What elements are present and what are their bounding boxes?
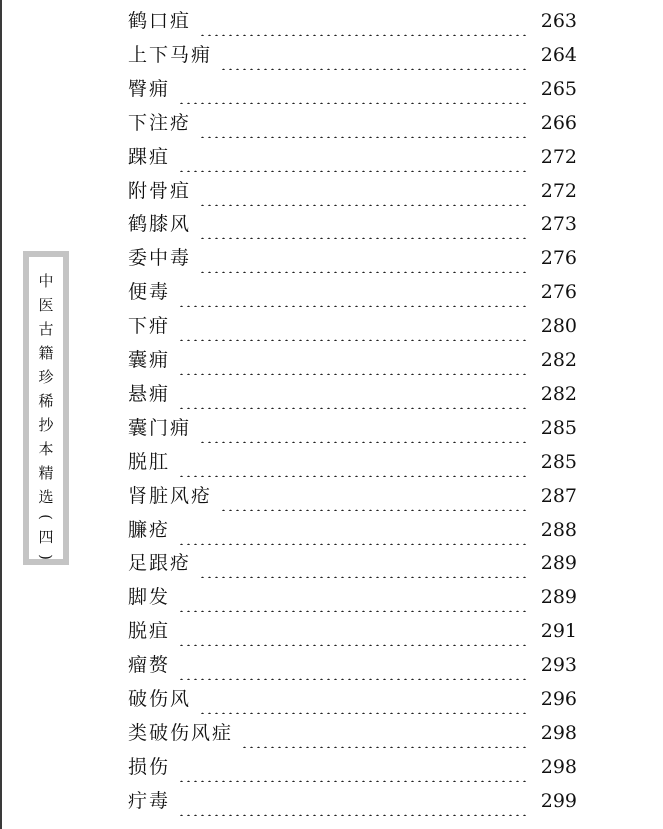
toc-entry [0, 108, 663, 138]
series-char: 医 [38, 296, 54, 314]
toc-entry-page: 282 [540, 349, 577, 371]
toc-dot-leader [178, 650, 530, 680]
toc-entry [0, 447, 663, 477]
toc-entry-page: 266 [540, 111, 577, 134]
toc-entry-title: 足跟疮 [128, 552, 192, 575]
volume-close-paren: ) [37, 554, 55, 560]
toc-entry-page: 282 [540, 382, 577, 405]
toc-dot-leader [178, 379, 530, 409]
toc-entry-title: 囊痈 [128, 349, 171, 371]
toc-dot-leader [199, 548, 530, 578]
toc-dot-leader [199, 243, 530, 273]
toc-entry [0, 413, 663, 443]
toc-dot-leader [199, 684, 530, 714]
toc-entry [0, 684, 663, 714]
toc-entry-title: 疔毒 [128, 789, 171, 812]
toc-entry [0, 548, 663, 578]
toc-entry-page: 263 [540, 10, 577, 32]
toc-entry-page: 285 [540, 416, 577, 439]
toc-entry [0, 209, 663, 239]
toc-entry [0, 6, 663, 36]
series-char: 精 [38, 464, 54, 482]
toc-entry-page: 288 [540, 518, 577, 541]
toc-entry-title: 脱疽 [128, 620, 171, 643]
toc-entry-title: 上下马痈 [128, 43, 213, 66]
series-char: 稀 [38, 392, 54, 410]
series-char: 古 [38, 320, 54, 338]
toc-dot-leader [178, 447, 530, 477]
toc-entry-page: 298 [540, 755, 577, 778]
toc-entry-title: 臀痈 [128, 77, 171, 100]
toc-entry [0, 515, 663, 545]
toc-entry-page: 276 [540, 247, 577, 270]
toc-entry-title: 脱肛 [128, 450, 171, 473]
toc-dot-leader [220, 481, 530, 511]
toc-entry-page: 276 [540, 281, 577, 304]
toc-dot-leader [220, 40, 530, 70]
toc-entry [0, 718, 663, 748]
toc-entry-title: 下注疮 [128, 111, 192, 134]
toc-entry-page: 296 [540, 688, 577, 710]
toc-entry-page: 289 [540, 552, 577, 575]
toc-dot-leader [199, 108, 530, 138]
toc-entry [0, 582, 663, 612]
series-char: 本 [38, 440, 54, 458]
toc-entry [0, 481, 663, 511]
toc-entry-page: 293 [540, 654, 577, 677]
toc-entry [0, 40, 663, 70]
toc-dot-leader [241, 718, 530, 748]
toc-entry-page: 289 [540, 586, 577, 609]
toc-entry-title: 委中毒 [128, 247, 192, 270]
toc-entry-title: 臁疮 [128, 518, 171, 541]
toc-entry-page: 272 [540, 145, 577, 168]
toc-entry-title: 类破伤风症 [128, 721, 234, 744]
toc-entry-title: 脚发 [128, 586, 171, 609]
toc-dot-leader [178, 345, 530, 375]
toc-dot-leader [178, 786, 530, 816]
toc-entry-page: 299 [540, 789, 577, 812]
toc-dot-leader [178, 311, 530, 341]
toc-dot-leader [178, 616, 530, 646]
toc-entry-title: 鹤膝风 [128, 213, 192, 236]
toc-dot-leader [199, 176, 530, 206]
toc-entry [0, 379, 663, 409]
toc-dot-leader [178, 74, 530, 104]
toc-entry-title: 附骨疽 [128, 179, 192, 202]
toc-dot-leader [178, 752, 530, 782]
toc-entry-page: 265 [540, 77, 577, 100]
toc-entry-page: 298 [540, 721, 577, 744]
toc-entry-page: 287 [540, 484, 577, 507]
toc-entry-page: 264 [540, 43, 577, 66]
toc-dot-leader [199, 6, 530, 36]
series-char: 珍 [38, 368, 54, 386]
toc-dot-leader [199, 413, 530, 443]
toc-entry-title: 肾脏风疮 [128, 484, 213, 507]
toc-entry [0, 311, 663, 341]
series-char: 抄 [38, 416, 54, 434]
toc-entry-page: 285 [540, 450, 577, 473]
toc-entry-title: 下疳 [128, 315, 171, 338]
toc-entry [0, 176, 663, 206]
toc-entry-title: 悬痈 [128, 382, 171, 405]
toc-entry [0, 277, 663, 307]
toc-entry-title: 损伤 [128, 755, 171, 778]
toc-entry [0, 752, 663, 782]
toc-entry [0, 142, 663, 172]
toc-dot-leader [178, 515, 530, 545]
volume-number: 四 [38, 528, 54, 546]
toc-entry-title: 瘤赘 [128, 654, 171, 677]
toc-entry-title: 鹤口疽 [128, 10, 192, 32]
toc-entry [0, 345, 663, 375]
toc-dot-leader [178, 582, 530, 612]
toc-entry [0, 74, 663, 104]
toc-entry [0, 786, 663, 816]
toc-entry [0, 616, 663, 646]
toc-entry-title: 破伤风 [128, 688, 192, 710]
series-char: 选 [38, 488, 54, 506]
toc-dot-leader [199, 209, 530, 239]
volume-open-paren: ( [37, 514, 55, 520]
toc-entry-page: 280 [540, 315, 577, 338]
toc-entry-page: 291 [540, 620, 577, 643]
toc-entry [0, 243, 663, 273]
toc-entry [0, 650, 663, 680]
toc-entry-title: 踝疽 [128, 145, 171, 168]
toc-entry-page: 273 [540, 213, 577, 236]
series-char: 中 [38, 272, 54, 290]
toc-entry-title: 囊门痈 [128, 416, 192, 439]
toc-dot-leader [178, 142, 530, 172]
toc-dot-leader [178, 277, 530, 307]
series-char: 籍 [38, 344, 54, 362]
toc-entry-page: 272 [540, 179, 577, 202]
toc-entry-title: 便毒 [128, 281, 171, 304]
